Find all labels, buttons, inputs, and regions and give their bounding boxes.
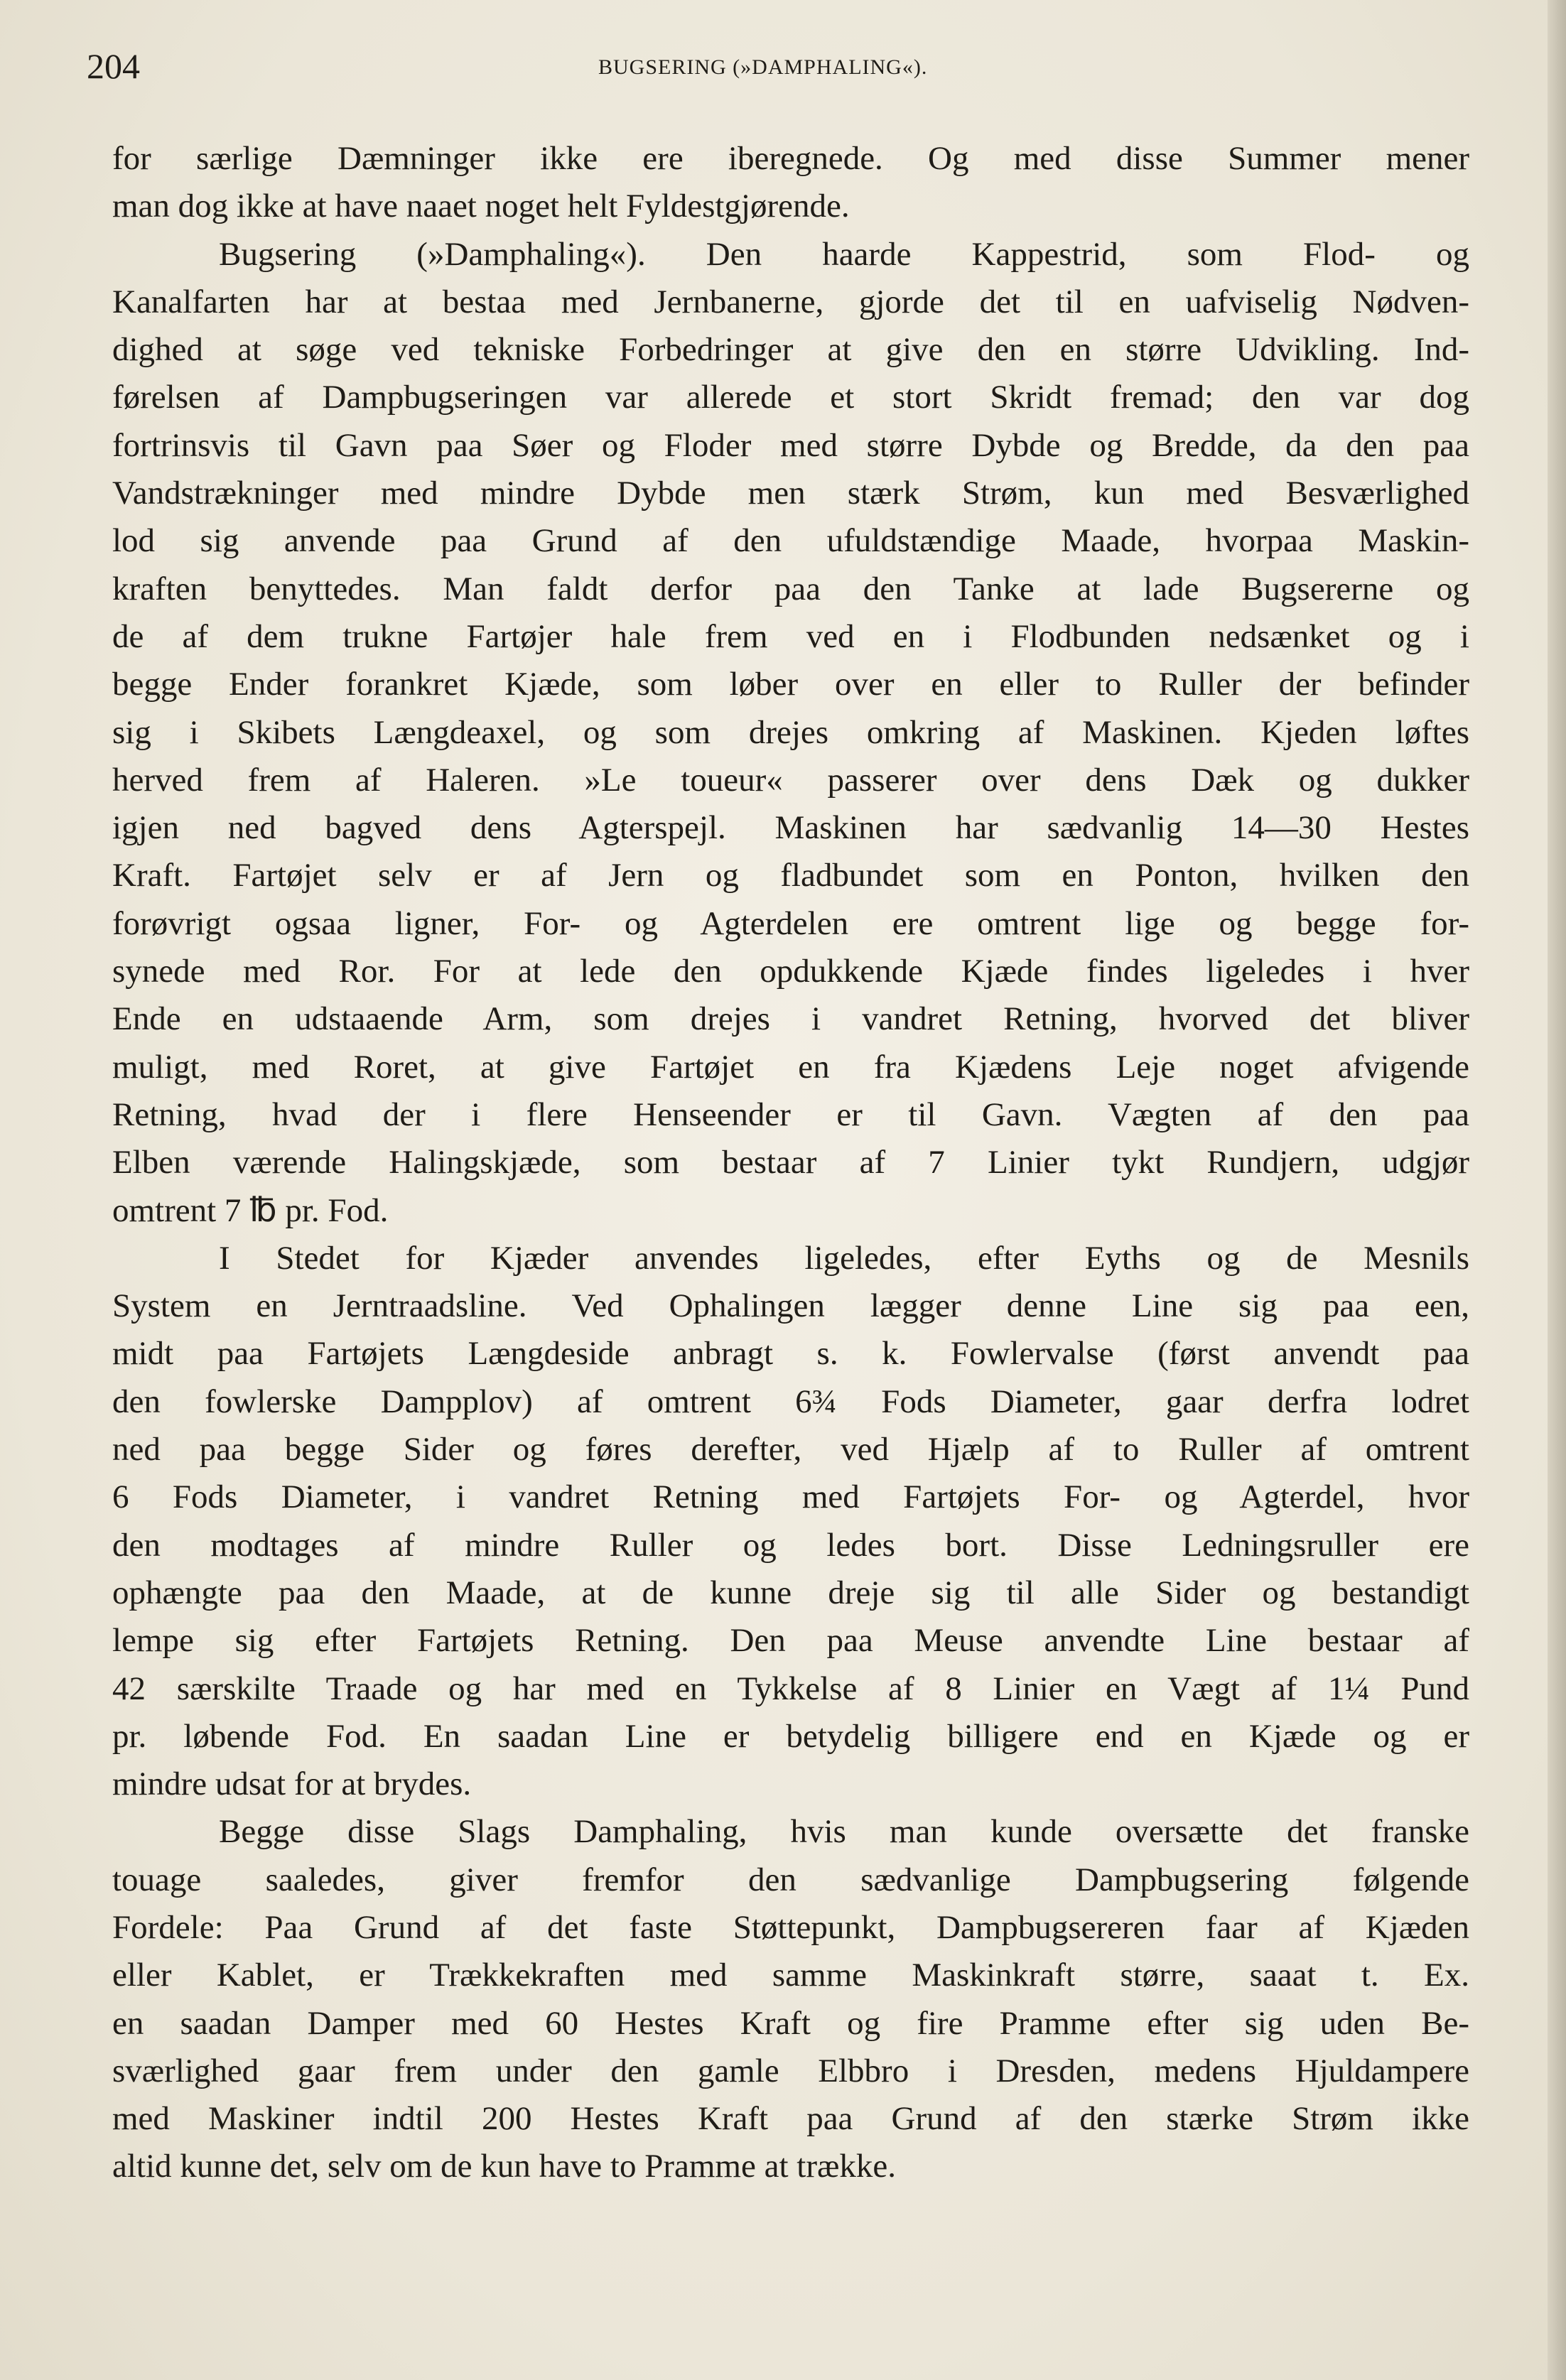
text-line: Retning, hvad der i flere Henseender er til Gavn. Vægten af den paa — [112, 1096, 1469, 1133]
text-line: midt paa Fartøjets Længdeside anbragt s. k. Fowlervalse (først anvendt paa — [112, 1335, 1469, 1373]
text-line: for særlige Dæmninger ikke ere iberegnede. Og med disse Summer mener — [112, 140, 1469, 177]
text-line: Fordele: Paa Grund af det faste Støttepunkt, Dampbugsereren faar af Kjæden — [112, 1908, 1469, 1946]
text-line: man dog ikke at have naaet noget helt Fyldestgjørende. — [112, 188, 850, 225]
text-line: System en Jerntraadsline. Ved Ophalingen lægger denne Line sig paa een, — [112, 1287, 1469, 1325]
text-line: begge Ender forankret Kjæde, som løber over en eller to Ruller der befinder — [112, 666, 1469, 703]
text-line: førelsen af Dampbugseringen var allerede et stort Skridt fremad; den var dog — [112, 379, 1469, 416]
text-line: den modtages af mindre Ruller og ledes bort. Disse Ledningsruller ere — [112, 1526, 1469, 1564]
text-line: altid kunne det, selv om de kun have to Pramme at trække. — [112, 2148, 896, 2185]
text-line: herved frem af Haleren. »Le toueur« passerer over dens Dæk og dukker — [112, 761, 1469, 799]
text-line: dighed at søge ved tekniske Forbedringer at give den en større Udvikling. Ind- — [112, 331, 1469, 369]
section-heading-line: Bugsering (»Damphaling«). Den haarde Kappestrid, som Flod- og — [219, 235, 1469, 273]
text-line: Ende en udstaaende Arm, som drejes i vandret Retning, hvorved det bliver — [112, 1000, 1469, 1038]
text-line: sværlighed gaar frem under den gamle Elbbro i Dresden, medens Hjuldampere — [112, 2052, 1469, 2089]
text-line: Kraft. Fartøjet selv er af Jern og fladbundet som en Ponton, hvilken den — [112, 857, 1469, 894]
text-line: I Stedet for Kjæder anvendes ligeledes, efter Eyths og de Mesnils — [219, 1239, 1469, 1277]
text-line: kraften benyttedes. Man faldt derfor paa den Tanke at lade Bugsererne og — [112, 570, 1469, 607]
page-binding-edge — [1548, 0, 1566, 2380]
text-line: touage saaledes, giver fremfor den sædvanlige Dampbugsering følgende — [112, 1861, 1469, 1898]
text-line: forøvrigt ogsaa ligner, For- og Agterdelen ere omtrent lige og begge for- — [112, 904, 1469, 942]
text-line: de af dem trukne Fartøjer hale frem ved en i Flodbunden nedsænket og i — [112, 617, 1469, 655]
text-line: med Maskiner indtil 200 Hestes Kraft paa Grund af den stærke Strøm ikke — [112, 2100, 1469, 2138]
running-head — [87, 41, 1479, 91]
text-line: muligt, med Roret, at give Fartøjet en fra Kjædens Leje noget afvigende — [112, 1048, 1469, 1086]
text-line: 6 Fods Diameter, i vandret Retning med Fartøjets For- og Agterdel, hvor — [112, 1478, 1469, 1516]
text-line: pr. løbende Fod. En saadan Line er betydelig billigere end en Kjæde og er — [112, 1717, 1469, 1755]
text-line: synede med Ror. For at lede den opdukkende Kjæde findes ligeledes i hver — [112, 953, 1469, 990]
text-line: den fowlerske Dampplov) af omtrent 6¾ Fods Diameter, gaar derfra lodret — [112, 1383, 1469, 1420]
text-line: 42 særskilte Traade og har med en Tykkelse af 8 Linier en Vægt af 1¼ Pund — [112, 1670, 1469, 1707]
text-line: lod sig anvende paa Grund af den ufuldstændige Maade, hvorpaa Maskin- — [112, 522, 1469, 560]
text-line: Kanalfarten har at bestaa med Jernbanerne, gjorde det til en uafviselig Nødven- — [112, 283, 1469, 320]
text-line: Elben værende Halingskjæde, som bestaar af 7 Linier tykt Rundjern, udgjør — [112, 1144, 1469, 1181]
text-line: ophængte paa den Maade, at de kunne dreje sig til alle Sider og bestandigt — [112, 1574, 1469, 1611]
text-line: Begge disse Slags Damphaling, hvis man kunde oversætte det franske — [219, 1813, 1469, 1851]
text-line: mindre udsat for at brydes. — [112, 1765, 472, 1803]
text-line: eller Kablet, er Trækkekraften med samme Maskinkraft større, saaat t. Ex. — [112, 1957, 1469, 1994]
text-line: omtrent 7 ℔ pr. Fod. — [112, 1191, 389, 1229]
text-line: Vandstrækninger med mindre Dybde men stærk Strøm, kun med Besværlighed — [112, 475, 1469, 512]
body-text — [112, 135, 1469, 2191]
text-line: en saadan Damper med 60 Hestes Kraft og fire Pramme efter sig uden Be- — [112, 2004, 1469, 2042]
text-line: ned paa begge Sider og føres derefter, ved Hjælp af to Ruller af omtrent — [112, 1431, 1469, 1468]
text-line: fortrinsvis til Gavn paa Søer og Floder med større Dybde og Bredde, da den paa — [112, 426, 1469, 464]
text-line: sig i Skibets Længdeaxel, og som drejes omkring af Maskinen. Kjeden løftes — [112, 713, 1469, 751]
text-line: igjen ned bagved dens Agterspejl. Maskinen har sædvanlig 14—30 Hestes — [112, 809, 1469, 847]
text-line: lempe sig efter Fartøjets Retning. Den paa Meuse anvendte Line bestaar af — [112, 1622, 1469, 1660]
running-title: BUGSERING (»DAMPHALING«). — [598, 55, 928, 79]
page-number: 204 — [87, 46, 140, 86]
